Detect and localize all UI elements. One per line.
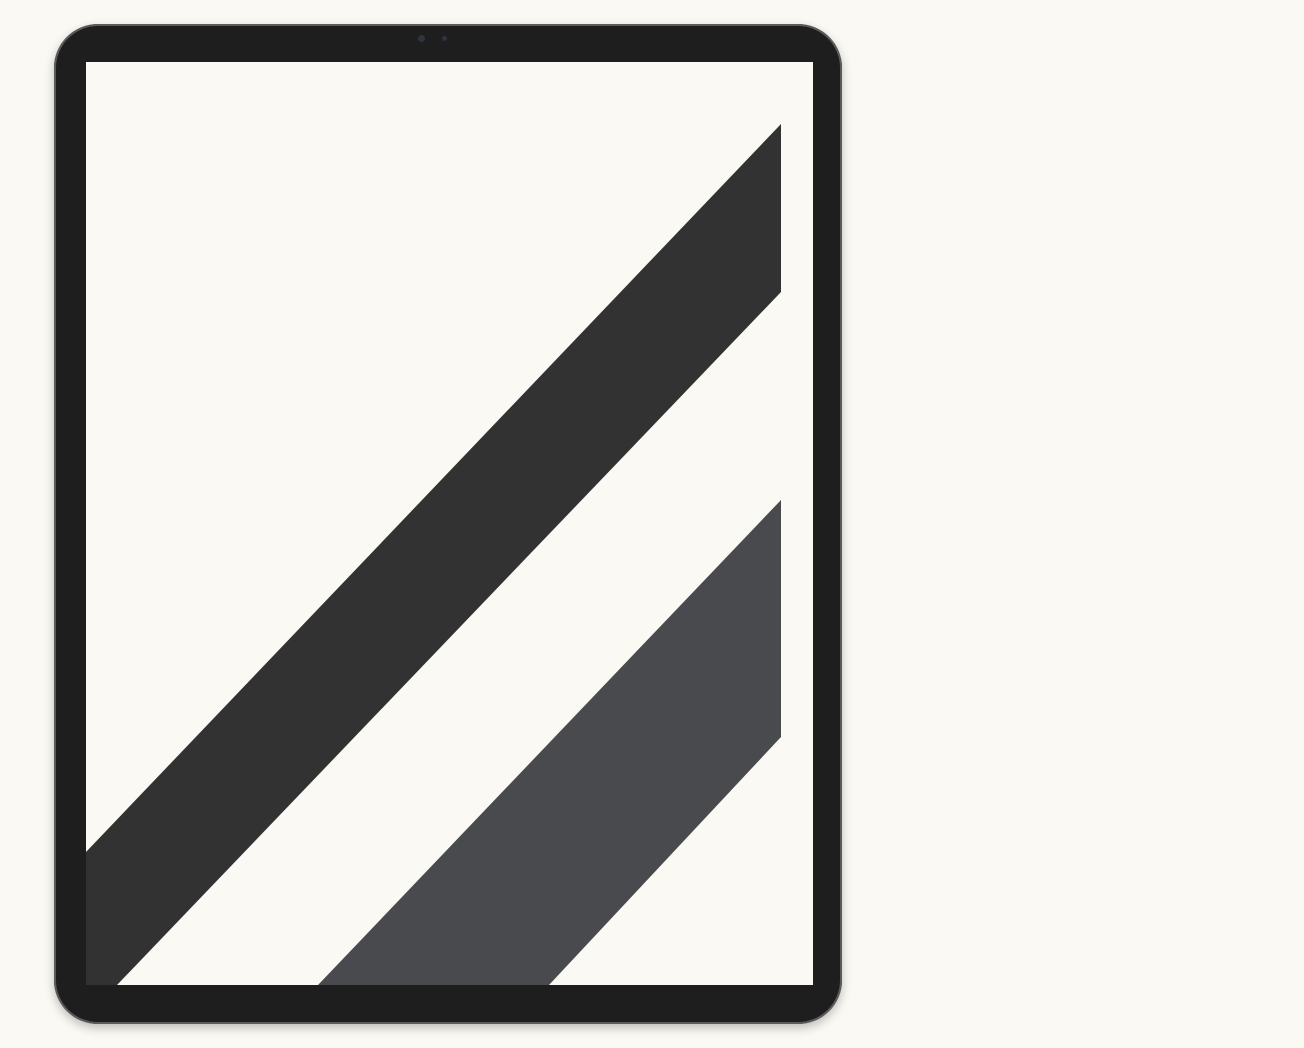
planner-index-screen: [86, 62, 813, 985]
index-title: [112, 116, 142, 206]
side-tabs: [781, 62, 813, 985]
tablet-device: [54, 24, 842, 1024]
front-camera: [418, 35, 425, 42]
camera-sensor: [442, 36, 447, 41]
